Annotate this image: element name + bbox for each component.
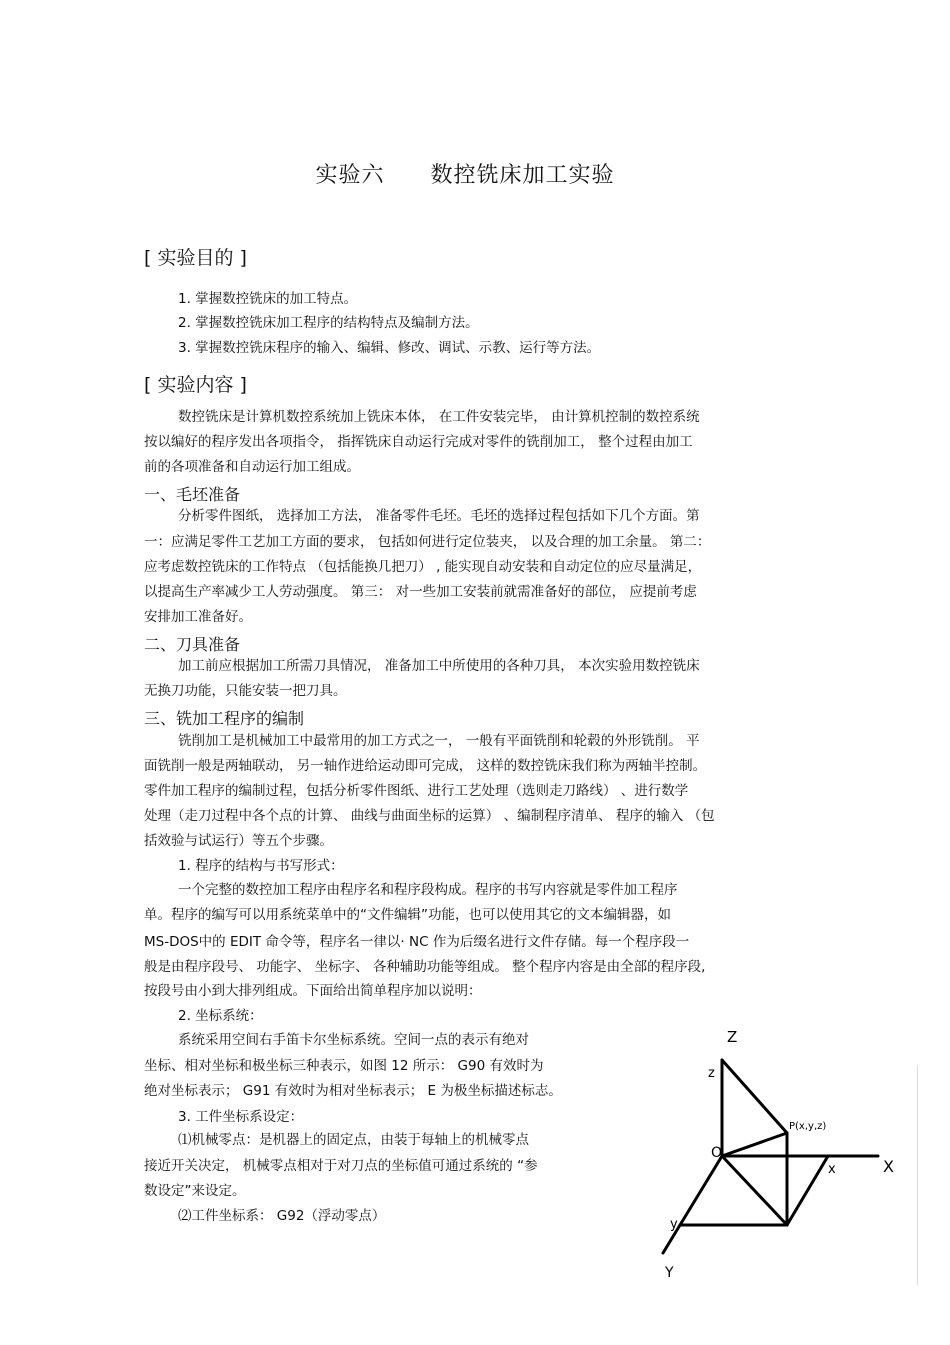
title-experiment-number: 实验六 [315, 163, 385, 188]
page-title [0, 158, 930, 189]
paragraph-line: 分析零件图纸， 选择加工方法， 准备零件毛坯。毛坯的选择过程包括如下几个方面。第 [178, 508, 700, 524]
label-O: O [711, 1145, 723, 1161]
paragraph-line: 一个完整的数控加工程序由程序名和程序段构成。程序的书写内容就是零件加工程序 [178, 882, 678, 898]
projection-line [722, 1133, 787, 1156]
paragraph-line: 铣削加工是机械加工中最常用的加工方式之一， 一般有平面铣削和轮毂的外形铣削。 平 [178, 733, 700, 749]
label-z: z [708, 1066, 715, 1081]
paragraph-line: 坐标、相对坐标和极坐标三种表示，如图 12 所示： G90 有效时为 [144, 1058, 544, 1074]
projection-line [787, 1156, 828, 1225]
paragraph-line: ⑵工件坐标系： G92（浮动零点） [178, 1208, 386, 1224]
part-heading-tool-prep: 二、刀具准备 [144, 635, 241, 654]
section-heading-content: [ 实验内容 ] [144, 374, 247, 396]
paragraph-line: 以提高生产率减少工人劳动强度。 第三： 对一些加工安装前就需准备好的部位， 应提前考虑 [144, 584, 697, 600]
label-X: X [883, 1157, 894, 1176]
label-Y: Y [665, 1265, 674, 1281]
intro-line: 按以编好的程序发出各项指令， 指挥铣床自动运行完成对零件的铣削加工， 整个过程由加工 [144, 434, 693, 450]
paragraph-line: 零件加工程序的编制过程，包括分析零件图纸、进行工艺处理（选则走刀路线） 、进行数学 [144, 783, 689, 799]
intro-line: 数控铣床是计算机数控系统加上铣床本体， 在工件安装完毕， 由计算机控制的数控系统 [178, 409, 700, 425]
coordinate-system-figure [650, 1025, 920, 1290]
paragraph-line: 安排加工准备好。 [144, 609, 252, 625]
y-axis [663, 1156, 722, 1253]
paragraph-line: ⑴机械零点：是机器上的固定点，由装于每轴上的机械零点 [178, 1132, 529, 1148]
paragraph-line: 处理（走刀过程中各个点的计算、 曲线与曲面坐标的运算） 、编制程序清单、 程序的输入 （包 [144, 808, 715, 824]
label-Z: Z [727, 1028, 738, 1046]
paragraph-line: 般是由程序段号、 功能字、 坐标字、 各种辅助功能等组成。 整个程序内容是由全部的程序段, [144, 959, 706, 975]
section-heading-purpose: [ 实验目的 ] [144, 247, 247, 269]
purpose-item-3: 3. 掌握数控铣床程序的输入、编辑、修改、调试、示教、运行等方法。 [178, 340, 601, 356]
label-x: x [828, 1162, 836, 1177]
subheading-work-coordinate: 3. 工件坐标系设定： [178, 1109, 304, 1125]
paragraph-line: 无换刀功能，只能安装一把刀具。 [144, 683, 347, 699]
paragraph-line: 应考虑数控铣床的工作特点 （包括能换几把刀） , 能实现自动安装和自动定位的应尽量满足， [144, 559, 702, 575]
part-heading-programming: 三、铣加工程序的编制 [144, 709, 305, 728]
paragraph-line: 数设定”来设定。 [144, 1183, 246, 1199]
part-heading-blank-prep: 一、毛坯准备 [144, 485, 241, 504]
label-y: y [670, 1217, 678, 1232]
paragraph-line: 括效验与试运行）等五个步骤。 [144, 833, 333, 849]
projection-line [722, 1156, 787, 1225]
intro-line: 前的各项准备和自动运行加工组成。 [144, 459, 360, 475]
paragraph-line: 加工前应根据加工所需刀具情况， 准备加工中所使用的各种刀具， 本次实验用数控铣床 [178, 658, 700, 674]
purpose-item-1: 1. 掌握数控铣床的加工特点。 [178, 291, 358, 307]
paragraph-line: 一：应满足零件工艺加工方面的要求， 包括如何进行定位装夹， 以及合理的加工余量。 第二： [144, 534, 711, 550]
paragraph-line: 接近开关决定， 机械零点相对于对刀点的坐标值可通过系统的 “参 [144, 1158, 538, 1174]
paragraph-line: 系统采用空间右手笛卡尔坐标系统。空间一点的表示有绝对 [178, 1032, 529, 1048]
paragraph-line: MS-DOS中的 EDIT 命令等，程序名一律以· NC 作为后缀名进行文件存储。每一个程序段一 [144, 934, 690, 950]
paragraph-line: 按段号由小到大排列组成。下面给出简单程序加以说明： [144, 983, 482, 999]
label-P: P(x,y,z) [789, 1121, 827, 1132]
title-experiment-name: 数控铣床加工实验 [430, 163, 615, 188]
subheading-coordinate-system: 2. 坐标系统： [178, 1008, 263, 1024]
projection-line [722, 1060, 787, 1133]
subheading-program-structure: 1. 程序的结构与书写形式： [178, 858, 344, 874]
paragraph-line: 绝对坐标表示； G91 有效时为相对坐标表示； E 为极坐标描述标志。 [144, 1083, 562, 1099]
paragraph-line: 单。程序的编写可以用系统菜单中的“文件编辑”功能，也可以使用其它的文本编辑器，如 [144, 907, 671, 923]
purpose-item-2: 2. 掌握数控铣床加工程序的结构特点及编制方法。 [178, 315, 479, 331]
paragraph-line: 面铣削一般是两轴联动， 另一轴作进给运动即可完成， 这样的数控铣床我们称为两轴半控制。 [144, 758, 707, 774]
